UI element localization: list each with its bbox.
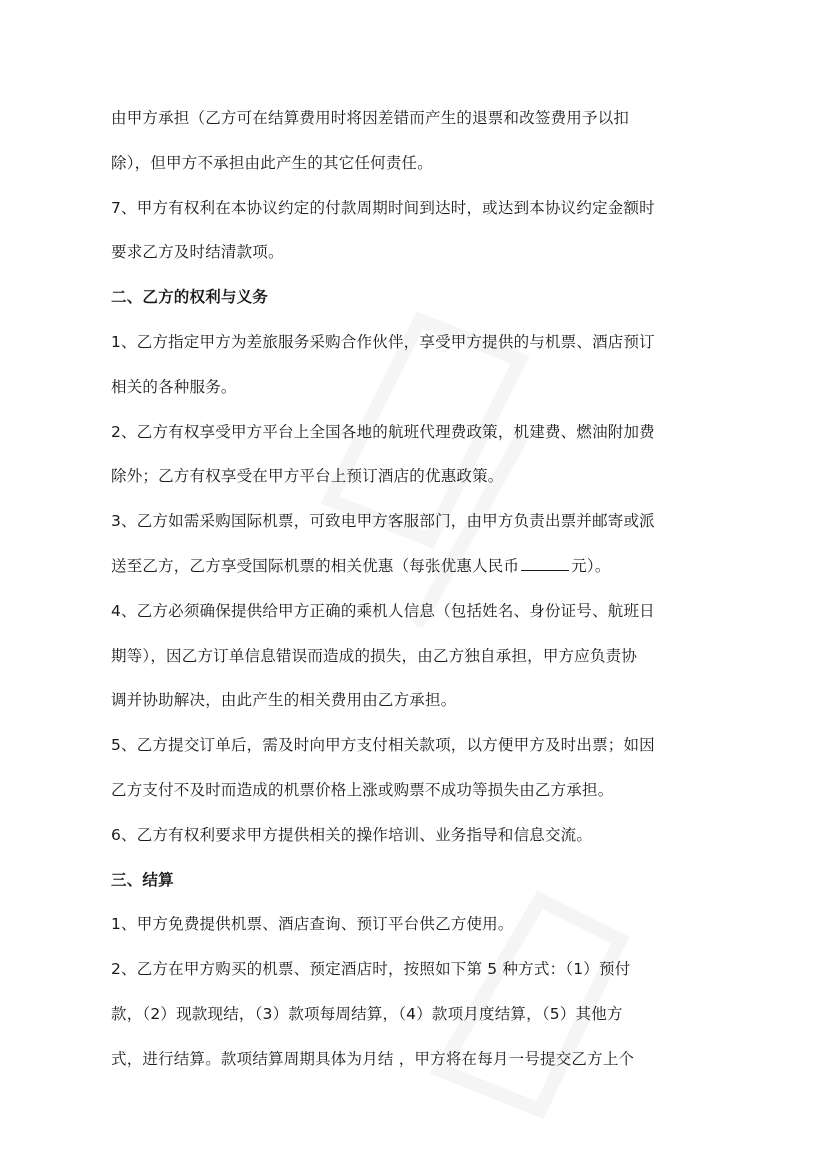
- text-line: 4、乙方必须确保提供给甲方正确的乘机人信息（包括姓名、身份证号、航班日: [111, 601, 655, 620]
- section-heading: 二、乙方的权利与义务: [111, 288, 269, 307]
- text-line: 3、乙方如需采购国际机票，可致电甲方客服部门，由甲方负责出票并邮寄或派: [111, 512, 655, 531]
- text-line: 款，（2）现款现结，（3）款项每周结算，（4）款项月度结算，（5）其他方: [111, 1004, 623, 1023]
- text-line: 除），但甲方不承担由此产生的其它任何责任。: [111, 153, 433, 172]
- text-line: 由甲方承担（乙方可在结算费用时将因差错而产生的退票和改签费用予以扣: [111, 109, 630, 127]
- text-line: 2、乙方在甲方购买的机票、预定酒店时，按照如下第 5 种方式：（1）预付: [111, 960, 631, 979]
- text-line: 7、甲方有权利在本协议约定的付款周期时间到达时，或达到本协议约定金额时: [111, 198, 655, 217]
- text-line: 1、甲方免费提供机票、酒店查询、预订平台供乙方使用。: [111, 915, 514, 934]
- text-before-blank: 送至乙方，乙方享受国际机票的相关优惠（每张优惠人民币: [111, 556, 520, 575]
- text-line: 1、乙方指定甲方为差旅服务采购合作伙伴，享受甲方提供的与机票、酒店预订: [111, 332, 655, 351]
- text-line: 2、乙方有权享受甲方平台上全国各地的航班代理费政策，机建费、燃油附加费: [111, 422, 655, 441]
- text-line-with-blank: [111, 544, 711, 589]
- text-line: 调并协助解决，由此产生的相关费用由乙方承担。: [111, 691, 457, 710]
- text-line: 要求乙方及时结清款项。: [111, 243, 284, 262]
- section-heading: 三、结算: [111, 870, 174, 889]
- text-line: 除外；乙方有权享受在甲方平台上预订酒店的优惠政策。: [111, 467, 504, 486]
- text-after-blank: 元）。: [571, 556, 611, 575]
- text-line: 期等），因乙方订单信息错误而造成的损失，由乙方独自承担，甲方应负责协: [111, 646, 638, 665]
- document-body: [111, 96, 711, 1082]
- text-line: 相关的各种服务。: [111, 377, 237, 396]
- text-line: 6、乙方有权利要求甲方提供相关的操作培训、业务指导和信息交流。: [111, 825, 593, 844]
- text-line: 乙方支付不及时而造成的机票价格上涨或购票不成功等损失由乙方承担。: [111, 780, 614, 799]
- text-line: 式，进行结算。款项结算周期具体为月结 ，甲方将在每月一号提交乙方上个: [111, 1049, 635, 1068]
- text-line: 5、乙方提交订单后，需及时向甲方支付相关款项，以方便甲方及时出票；如因: [111, 736, 655, 755]
- fill-in-blank: [521, 556, 569, 571]
